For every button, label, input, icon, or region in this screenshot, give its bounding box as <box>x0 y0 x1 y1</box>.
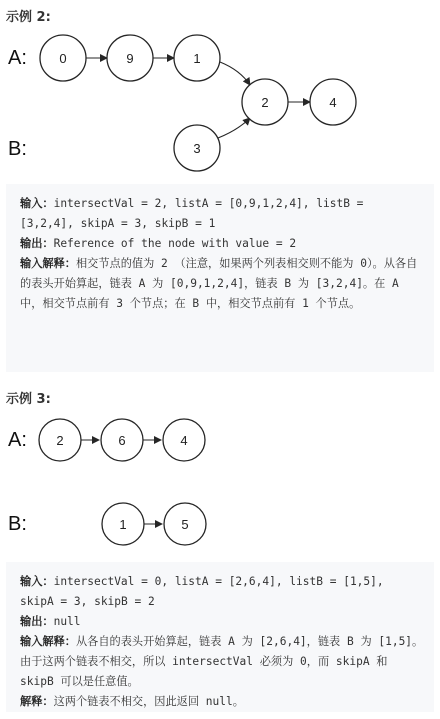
svg-text:9: 9 <box>126 51 134 66</box>
output-line <box>20 234 424 254</box>
list-node <box>101 419 143 461</box>
list-b-label: B: <box>8 513 27 535</box>
svg-text:1: 1 <box>119 517 127 532</box>
svg-text:3: 3 <box>193 141 201 156</box>
svg-text:2: 2 <box>261 95 269 110</box>
output-value: null <box>53 615 81 628</box>
output-key: 输出： <box>20 237 54 250</box>
note-line <box>20 692 424 712</box>
example-3-explanation-box <box>6 562 434 712</box>
input-value: intersectVal = 0, listA = [2,6,4], listB = [1,5], skipA = 3, skipB = 2 <box>20 575 391 608</box>
list-node <box>102 503 144 545</box>
input-key: 输入： <box>20 575 54 588</box>
svg-text:2: 2 <box>56 433 64 448</box>
output-value: Reference of the node with value = 2 <box>53 237 297 250</box>
output-line <box>20 612 424 632</box>
list-node <box>242 79 288 125</box>
list-a-label: A: <box>8 429 27 451</box>
input-key: 输入： <box>20 197 54 210</box>
example-2-explanation-box <box>6 184 434 372</box>
list-b-label: B: <box>8 138 27 160</box>
note-key: 解释： <box>20 695 54 708</box>
svg-text:4: 4 <box>329 95 337 110</box>
explain-key: 输入解释： <box>20 635 76 648</box>
edge-1-2 <box>220 62 250 85</box>
example-3-heading: 示例 3: <box>6 392 51 407</box>
svg-text:1: 1 <box>193 51 201 66</box>
input-value: intersectVal = 2, listA = [0,9,1,2,4], listB = [3,2,4], skipA = 3, skipB = 1 <box>20 197 371 230</box>
explain-line <box>20 254 424 314</box>
explain-key: 输入解释： <box>20 257 76 270</box>
example-3-diagram <box>0 400 440 560</box>
explain-line <box>20 632 424 692</box>
explain-value: 从各自的表头开始算起，链表 A 为 [2,6,4]，链表 B 为 [1,5]。由于这两个链表不相交，所以 intersectVal 必须为 0，而 skipA 和 skipB 可以是任意值。 <box>20 635 424 688</box>
list-node <box>310 79 356 125</box>
explain-value: 相交节点的值为 2 （注意，如果两个列表相交则不能为 0）。从各自的表头开始算起，链表 A 为 [0,9,1,2,4]，链表 B 为 [3,2,4]。在 A 中，相交节点前有 3 个节点；在 B 中，相交节点前有 1 个节点。 <box>20 257 418 310</box>
input-line <box>20 572 424 612</box>
input-line <box>20 194 424 234</box>
list-node <box>164 503 206 545</box>
svg-text:6: 6 <box>118 433 126 448</box>
list-a-label: A: <box>8 47 27 69</box>
list-node <box>174 35 220 81</box>
example-2-diagram <box>0 0 440 180</box>
list-node <box>40 35 86 81</box>
example-2-heading: 示例 2: <box>6 10 51 25</box>
edge-3-2 <box>218 118 250 138</box>
list-node <box>107 35 153 81</box>
svg-text:0: 0 <box>59 51 67 66</box>
list-node <box>163 419 205 461</box>
note-value: 这两个链表不相交，因此返回 null。 <box>53 695 244 708</box>
output-key: 输出： <box>20 615 54 628</box>
svg-text:4: 4 <box>180 433 188 448</box>
list-node <box>174 125 220 171</box>
list-node <box>39 419 81 461</box>
svg-text:5: 5 <box>181 517 189 532</box>
